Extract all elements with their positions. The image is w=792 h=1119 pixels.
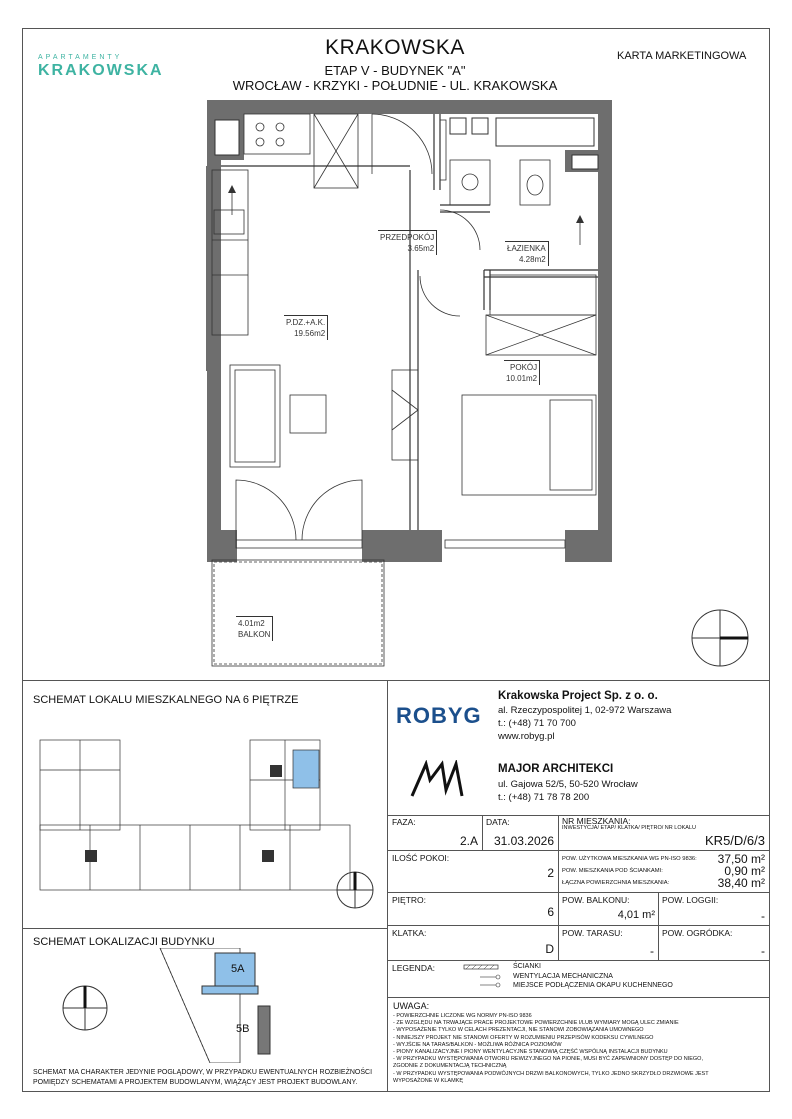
pietro-label: PIĘTRO: xyxy=(392,895,427,905)
building-5a-label: 5A xyxy=(231,963,245,975)
loggia-label: POW. LOGGII: xyxy=(662,895,719,905)
developer-name: Krakowska Project Sp. z o. o. xyxy=(498,690,658,702)
building-scheme xyxy=(30,948,380,1063)
developer-address: al. Rzeczypospolitej 1, 02-972 Warszawa xyxy=(498,705,672,716)
nr-label: NR MIESZKANIA: xyxy=(562,816,631,826)
page-subtitle: ETAP V - BUDYNEK "A" xyxy=(324,63,466,78)
note-item: - W PRZYPADKU WYSTĘPOWANIA PODWÓJNYCH DRZWI BALKONOWYCH, TYLKO JEDNO SKRZYDŁO DRZWIOWE JEST WYPOSAŻONE W KLAMKĘ xyxy=(393,1070,709,1084)
page-location: WROCŁAW - KRZYKI - POŁUDNIE - UL. KRAKOWSKA xyxy=(232,78,558,93)
room-pdz: P.DZ.+A.K. 19.56m2 xyxy=(284,315,328,340)
balkon-value: 4,01 m² xyxy=(617,909,655,921)
divider xyxy=(22,680,770,681)
note-item: - WYPOSAŻENIE TYLKO W CELACH PREZENTACJI, NIE STANOWI ZOBOWIĄZANIA UMOWNEGO xyxy=(393,1027,644,1034)
taras-value: - xyxy=(650,944,654,958)
page-title: KRAKOWSKA xyxy=(325,36,465,59)
loggia-value: - xyxy=(761,909,765,923)
ogrodek-value: - xyxy=(761,944,765,958)
ogrodek-label: POW. OGRÓDKA: xyxy=(662,928,733,938)
faza-value: 2.A xyxy=(459,834,478,848)
data-label: DATA: xyxy=(486,817,510,827)
divider xyxy=(387,680,388,1092)
legend-item: WENTYLACJA MECHANICZNA xyxy=(513,973,613,980)
scheme-disclaimer: SCHEMAT MA CHARAKTER JEDYNIE POGLĄDOWY, W PRZYPADKU EWENTUALNYCH ROZBIEŻNOŚCI POMIĘDZY SCHEMATAMI A PROJEKTEM BUDOWLANYM, WIĄŻĄCY JEST PROJEKT BUDOWLANY. xyxy=(33,1069,373,1086)
architect-name: MAJOR ARCHITEKCI xyxy=(498,763,614,775)
pow-uz-value: 37,50 m² xyxy=(717,852,765,866)
pow-uz-label: POW. UŻYTKOWA MIESZKANIA WG PN-ISO 9836: xyxy=(562,856,697,862)
building-scheme-title: SCHEMAT LOKALIZACJI BUDYNKU xyxy=(33,936,215,948)
architect-phone: t.: (+48) 71 78 78 200 xyxy=(498,792,590,803)
floor-scheme-title: SCHEMAT LOKALU MIESZKALNEGO NA 6 PIĘTRZE xyxy=(33,694,299,706)
balkon-label: POW. BALKONU: xyxy=(562,895,630,905)
notes-list xyxy=(393,1013,713,1085)
klatka-label: KLATKA: xyxy=(392,928,427,938)
table-line xyxy=(387,960,770,961)
architect-logo-icon xyxy=(408,760,468,800)
faza-label: FAZA: xyxy=(392,817,416,827)
notes-title: UWAGA: xyxy=(393,1001,430,1011)
room-lazienka: ŁAZIENKA 4.28m2 xyxy=(505,241,549,266)
table-line xyxy=(658,892,659,960)
note-item: - WYJŚCIE NA TARAS/BALKON - MOŻLIWA RÓŻNICA POZIOMÓW xyxy=(393,1041,562,1048)
developer-web[interactable]: www.robyg.pl xyxy=(498,731,555,742)
table-line xyxy=(387,925,770,926)
legend-item: MIEJSCE PODŁĄCZENIA OKAPU KUCHENNEGO xyxy=(513,982,673,989)
architect-address: ul. Gajowa 52/5, 50-520 Wrocław xyxy=(498,779,638,790)
pokoi-label: ILOŚĆ POKOI: xyxy=(392,853,450,863)
legend-title: LEGENDA: xyxy=(392,963,435,973)
pow-total-value: 38,40 m² xyxy=(717,876,765,890)
table-line xyxy=(482,815,483,850)
pow-skos-value: 0,90 m² xyxy=(724,864,765,878)
note-item: - PIONY KANALIZACYJNE I PIONY WENTYLACYJNE STANOWIĄ CZĘŚĆ WSPÓLNĄ INSTALACJI BUDYNKU xyxy=(393,1049,668,1056)
floor-scheme xyxy=(30,730,380,930)
brand-logo: KRAKOWSKA xyxy=(38,62,164,79)
klatka-value: D xyxy=(545,942,554,956)
developer-phone: t.: (+48) 71 70 700 xyxy=(498,718,576,729)
room-pokoj: POKÓJ 10.01m2 xyxy=(504,360,540,385)
note-item: - NINIEJSZY PROJEKT NIE STANOWI OFERTY W ROZUMIENIU PRZEPISÓW KODEKSU CYWILNEGO xyxy=(393,1034,654,1041)
note-item: - ZE WZGLĘDU NA TRWAJĄCE PRACE PROJEKTOWE POWIERZCHNIE I/LUB WYMIARY MOGĄ ULEC ZMIANIE xyxy=(393,1020,679,1027)
note-item: - W PRZYPADKU WYSTĘPOWANIA OTWORU REWIZYJNEGO NA PIONIE, MUSI BYĆ ZAPEWNIONY DOSTĘP DO NIEGO, ZGODNIE Z DOKUMENTACJĄ TECHNICZNĄ xyxy=(393,1056,703,1070)
table-line xyxy=(387,850,770,851)
room-balkon: 4.01m2 BALKON xyxy=(236,616,273,641)
note-item: - POWIERZCHNIE LICZONE WG NORMY PN-ISO 9836 xyxy=(393,1013,532,1019)
taras-label: POW. TARASU: xyxy=(562,928,623,938)
data-value: 31.03.2026 xyxy=(493,834,554,848)
robyg-logo: ROBYG xyxy=(396,703,482,728)
pow-total-label: ŁĄCZNA POWIERZCHNIA MIESZKANIA: xyxy=(562,880,670,886)
table-line xyxy=(387,997,770,998)
pow-skos-label: POW. MIESZKANIA POD ŚCIANKAMI: xyxy=(562,868,663,874)
nr-value: KR5/D/6/3 xyxy=(705,833,765,848)
table-line xyxy=(558,815,559,960)
table-line xyxy=(387,892,770,893)
legend-item: ŚCIANKI xyxy=(513,963,542,970)
pietro-value: 6 xyxy=(547,905,554,919)
logo-top-text: APARTAMENTY xyxy=(38,54,123,61)
legend-symbols xyxy=(462,963,510,993)
room-przedpokoj: PRZEDPOKÓJ 3.65m2 xyxy=(378,230,437,255)
document-type: KARTA MARKETINGOWA xyxy=(617,50,747,62)
nr-sublabel: INWESTYCJA/ ETAP/ KLATKA/ PIĘTRO/ NR LOKALU xyxy=(562,825,696,831)
pokoi-value: 2 xyxy=(547,866,554,880)
building-5b-label: 5B xyxy=(236,1023,250,1035)
